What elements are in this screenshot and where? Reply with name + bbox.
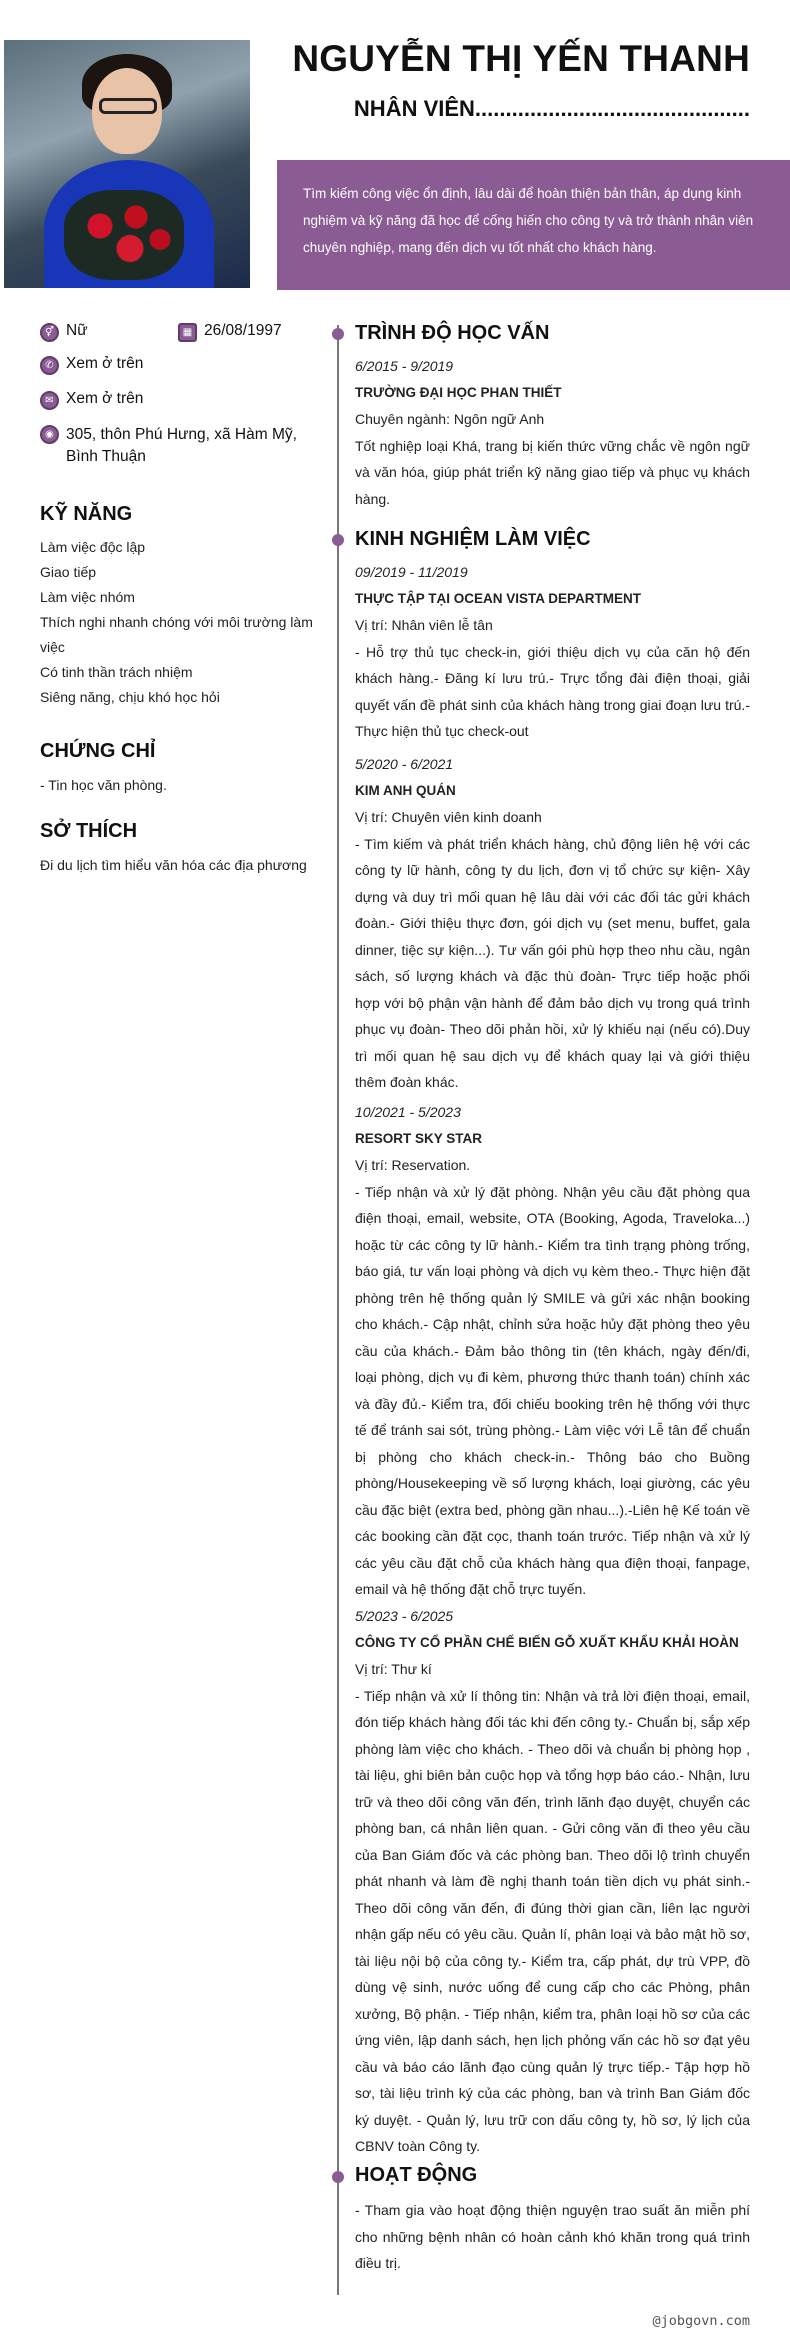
job-desc: - Tiếp nhận và xử lý đặt phòng. Nhận yêu cầu đặt phòng qua điện thoại, email, website, OTA (Booking, Agoda, Traveloka...) hoặc từ các công ty lữ hành.- Kiểm tra tình trạng phòng trống, báo giá, tư vấn loại phòng và dịch vụ kèm theo.- Thực hiện đặt phòng trên hệ thống quản lý SMILE và gửi xác nhận booking cho khách.- Cập nhật, chỉnh sửa hoặc hủy đặt phòng theo yêu cầu của khách.- Đảm bảo thông tin (tên khách, ngày đến/đi, loại phòng, dịch vụ đi kèm, phương thức thanh toán) chính xác và đầy đủ.- Kiểm tra, đối chiếu booking trên hệ thống với thực tế để tránh sai sót, trùng phòng.- Làm việc với Lễ tân để chuẩn bị phòng cho khách check-in.- Thông báo cho Buồng phòng/Housekeeping về số lượng khách, loại giường, các yêu cầu đặc biệt (extra bed, phòng gần nhau...).-Liên hệ Kế toán về các booking cần đặt cọc, thanh toán trước. Tiếp nhận và xử lý các yêu cầu đặt chỗ của khách hàng qua điện thoại, fanpage, email và hệ thống đặt chỗ trực tuyến. (355, 1183, 750, 1597)
timeline-dot (332, 2171, 344, 2183)
job-entry (355, 1603, 750, 2160)
skill-item: Có tinh thần trách nhiệm (40, 664, 193, 680)
skill-item: Siêng năng, chịu khó học hỏi (40, 689, 220, 705)
certificates-heading: CHỨNG CHỈ (40, 740, 156, 762)
education-entry (355, 353, 750, 512)
job-date: 5/2023 - 6/2025 (355, 1608, 454, 1624)
timeline-dot (332, 328, 344, 340)
job-entry (355, 559, 750, 745)
skills-list (40, 535, 320, 710)
job-company: KIM ANH QUÁN (355, 782, 456, 798)
timeline-dot (332, 534, 344, 546)
job-date: 10/2021 - 5/2023 (355, 1104, 461, 1120)
email-icon: ✉ (40, 391, 59, 410)
birthday-value: 26/08/1997 (204, 322, 282, 339)
address-value: 305, thôn Phú Hưng, xã Hàm Mỹ, Bình Thuận (66, 426, 297, 465)
contact-email (40, 390, 143, 410)
location-icon: ◉ (40, 425, 59, 444)
job-date: 09/2019 - 11/2019 (355, 564, 468, 580)
hobbies-text: Đi du lịch tìm hiểu văn hóa các địa phương (40, 857, 307, 873)
skill-item: Giao tiếp (40, 564, 97, 580)
job-role: Vị trí: Nhân viên lễ tân (355, 617, 493, 633)
job-role: Vị trí: Chuyên viên kinh doanh (355, 809, 542, 825)
job-role: Vị trí: Reservation. (355, 1157, 471, 1173)
calendar-icon: ▦ (178, 323, 197, 342)
contact-phone (40, 355, 143, 375)
job-desc: - Hỗ trợ thủ tục check-in, giới thiệu dịch vụ của căn hộ đến khách hàng.- Đăng kí lưu trú.- Trực tổng đài điện thoại, giải quyết vấn đề phát sinh của khách hàng trong giai đoạn lưu trú.- Thực hiện thủ tục check-out (355, 643, 750, 739)
gender-value: Nữ (66, 322, 88, 339)
experience-heading: KINH NGHIỆM LÀM VIỆC (355, 528, 591, 550)
photo-glasses (99, 98, 157, 114)
phone-value: Xem ở trên (66, 355, 144, 372)
profile-photo (4, 40, 250, 288)
job-company: THỰC TẬP TẠI OCEAN VISTA DEPARTMENT (355, 590, 641, 606)
watermark: @jobgovn.com (652, 2313, 750, 2329)
candidate-position: NHÂN VIÊN............................................. (353, 96, 750, 121)
career-summary: Tìm kiếm công việc ổn định, lâu dài để hoàn thiện bản thân, áp dụng kinh nghiệm và kỹ năng đã học để cống hiến cho công ty và trở thành nhân viên chuyên nghiệp, mang đến dịch vụ tốt nhất cho khách hàng. (277, 160, 790, 290)
education-date: 6/2015 - 9/2019 (355, 358, 454, 374)
education-major: Chuyên ngành: Ngôn ngữ Anh (355, 411, 545, 427)
education-school: TRƯỜNG ĐẠI HỌC PHAN THIẾT (355, 384, 562, 400)
timeline-line (337, 325, 339, 2295)
hobbies-heading: SỞ THÍCH (40, 820, 138, 842)
skill-item: Làm việc nhóm (40, 589, 135, 605)
activities-entry (355, 2197, 750, 2277)
certificates-text: - Tin học văn phòng. (40, 777, 167, 793)
activities-heading: HOẠT ĐỘNG (355, 2164, 478, 2186)
contact-gender (40, 322, 88, 342)
education-desc: Tốt nghiệp loại Khá, trang bị kiến thức vững chắc về ngôn ngữ và văn hóa, giúp phát triển kỹ năng giao tiếp và phục vụ khách hàng. (355, 437, 750, 507)
skill-item: Làm việc độc lập (40, 539, 146, 555)
skills-heading: KỸ NĂNG (40, 503, 133, 525)
job-date: 5/2020 - 6/2021 (355, 756, 454, 772)
job-entry (355, 751, 750, 1096)
job-desc: - Tìm kiếm và phát triển khách hàng, chủ động liên hệ với các công ty lữ hành, công ty du lịch, đơn vị tổ chức sự kiện- Xây dựng và duy trì mối quan hệ lâu dài với các đối tác gửi khách đoàn.- Giới thiệu thực đơn, gói dịch vụ (set menu, buffet, gala dinner, tiệc sự kiện...). Tư vấn gói phù hợp theo nhu cầu, ngân sách, số lượng khách và đặc thù đoàn- Trực tiếp hoặc phối hợp với bộ phận vận hành để đảm bảo dịch vụ trong quá trình phục vụ đoàn- Theo dõi phản hồi, xử lý khiếu nại (nếu có).Duy trì mối quan hệ sau dịch vụ để khách quay lại và giới thiệu thêm đoàn khác. (355, 835, 750, 1090)
skill-item: Thích nghi nhanh chóng với môi trường làm việc (40, 614, 313, 655)
activities-desc: - Tham gia vào hoạt động thiện nguyện trao suất ăn miễn phí cho những bệnh nhân có hoàn cảnh khó khăn trong quá trình điều trị. (355, 2202, 750, 2271)
candidate-name: NGUYỄN THỊ YẾN THANH (292, 38, 750, 79)
job-entry (355, 1099, 750, 1603)
email-value: Xem ở trên (66, 390, 144, 407)
gender-icon: ⚥ (40, 323, 59, 342)
photo-bouquet (64, 190, 184, 280)
job-desc: - Tiếp nhận và xử lí thông tin: Nhận và trả lời điện thoại, email, đón tiếp khách hàng đối tác khi đến công ty.- Chuẩn bị, sắp xếp phòng làm việc cho khách. - Theo dõi và chuẩn bị phòng họp , tài liệu, ghi biên bản cuộc họp và tổng hợp báo cáo.- Nhận, lưu trữ và theo dõi công văn đến, trình lãnh đạo duyệt, chuyển các phòng ban, cá nhân liên quan. - Gửi công văn đi theo yêu cầu của Ban Giám đốc và các phòng ban. Theo dõi lộ trình chuyển phát nhanh và làm đề nghị thanh toán tiền dịch vụ phát sinh.- Theo dõi công văn đến, đi đúng thời gian cần, liên lạc người nhận gấp nếu có yêu cầu. Quản lí, phân loại và bảo mật hồ sơ, tài liệu nội bộ của công ty.- Kiểm tra, cấp phát, dự trù VPP, đồ dùng vệ sinh, nước uống để cung cấp cho các Phòng, phân xưởng, Bộ phận. - Tiếp nhận, kiểm tra, phân loại hồ sơ của các ứng viên, lập danh sách, hẹn lịch phỏng vấn các hồ sơ đạt yêu cầu và báo cáo lãnh đạo cùng quản lý trực tiếp.- Tập hợp hồ sơ, tài liệu trình ký của các phòng, ban và trình Ban Giám đốc ký duyệt. - Quản lý, lưu trữ con dấu công ty, hồ sơ, lý lịch của CBNV toàn Công ty. (355, 1687, 750, 2154)
education-heading: TRÌNH ĐỘ HỌC VẤN (355, 322, 550, 344)
phone-icon: ✆ (40, 356, 59, 375)
job-company: RESORT SKY STAR (355, 1130, 483, 1146)
job-role: Vị trí: Thư kí (355, 1661, 432, 1677)
contact-address (40, 424, 310, 468)
job-company: CÔNG TY CỔ PHẦN CHẾ BIẾN GỖ XUẤT KHẨU KHẢI HOÀN (355, 1634, 739, 1650)
contact-birthday (178, 322, 282, 342)
